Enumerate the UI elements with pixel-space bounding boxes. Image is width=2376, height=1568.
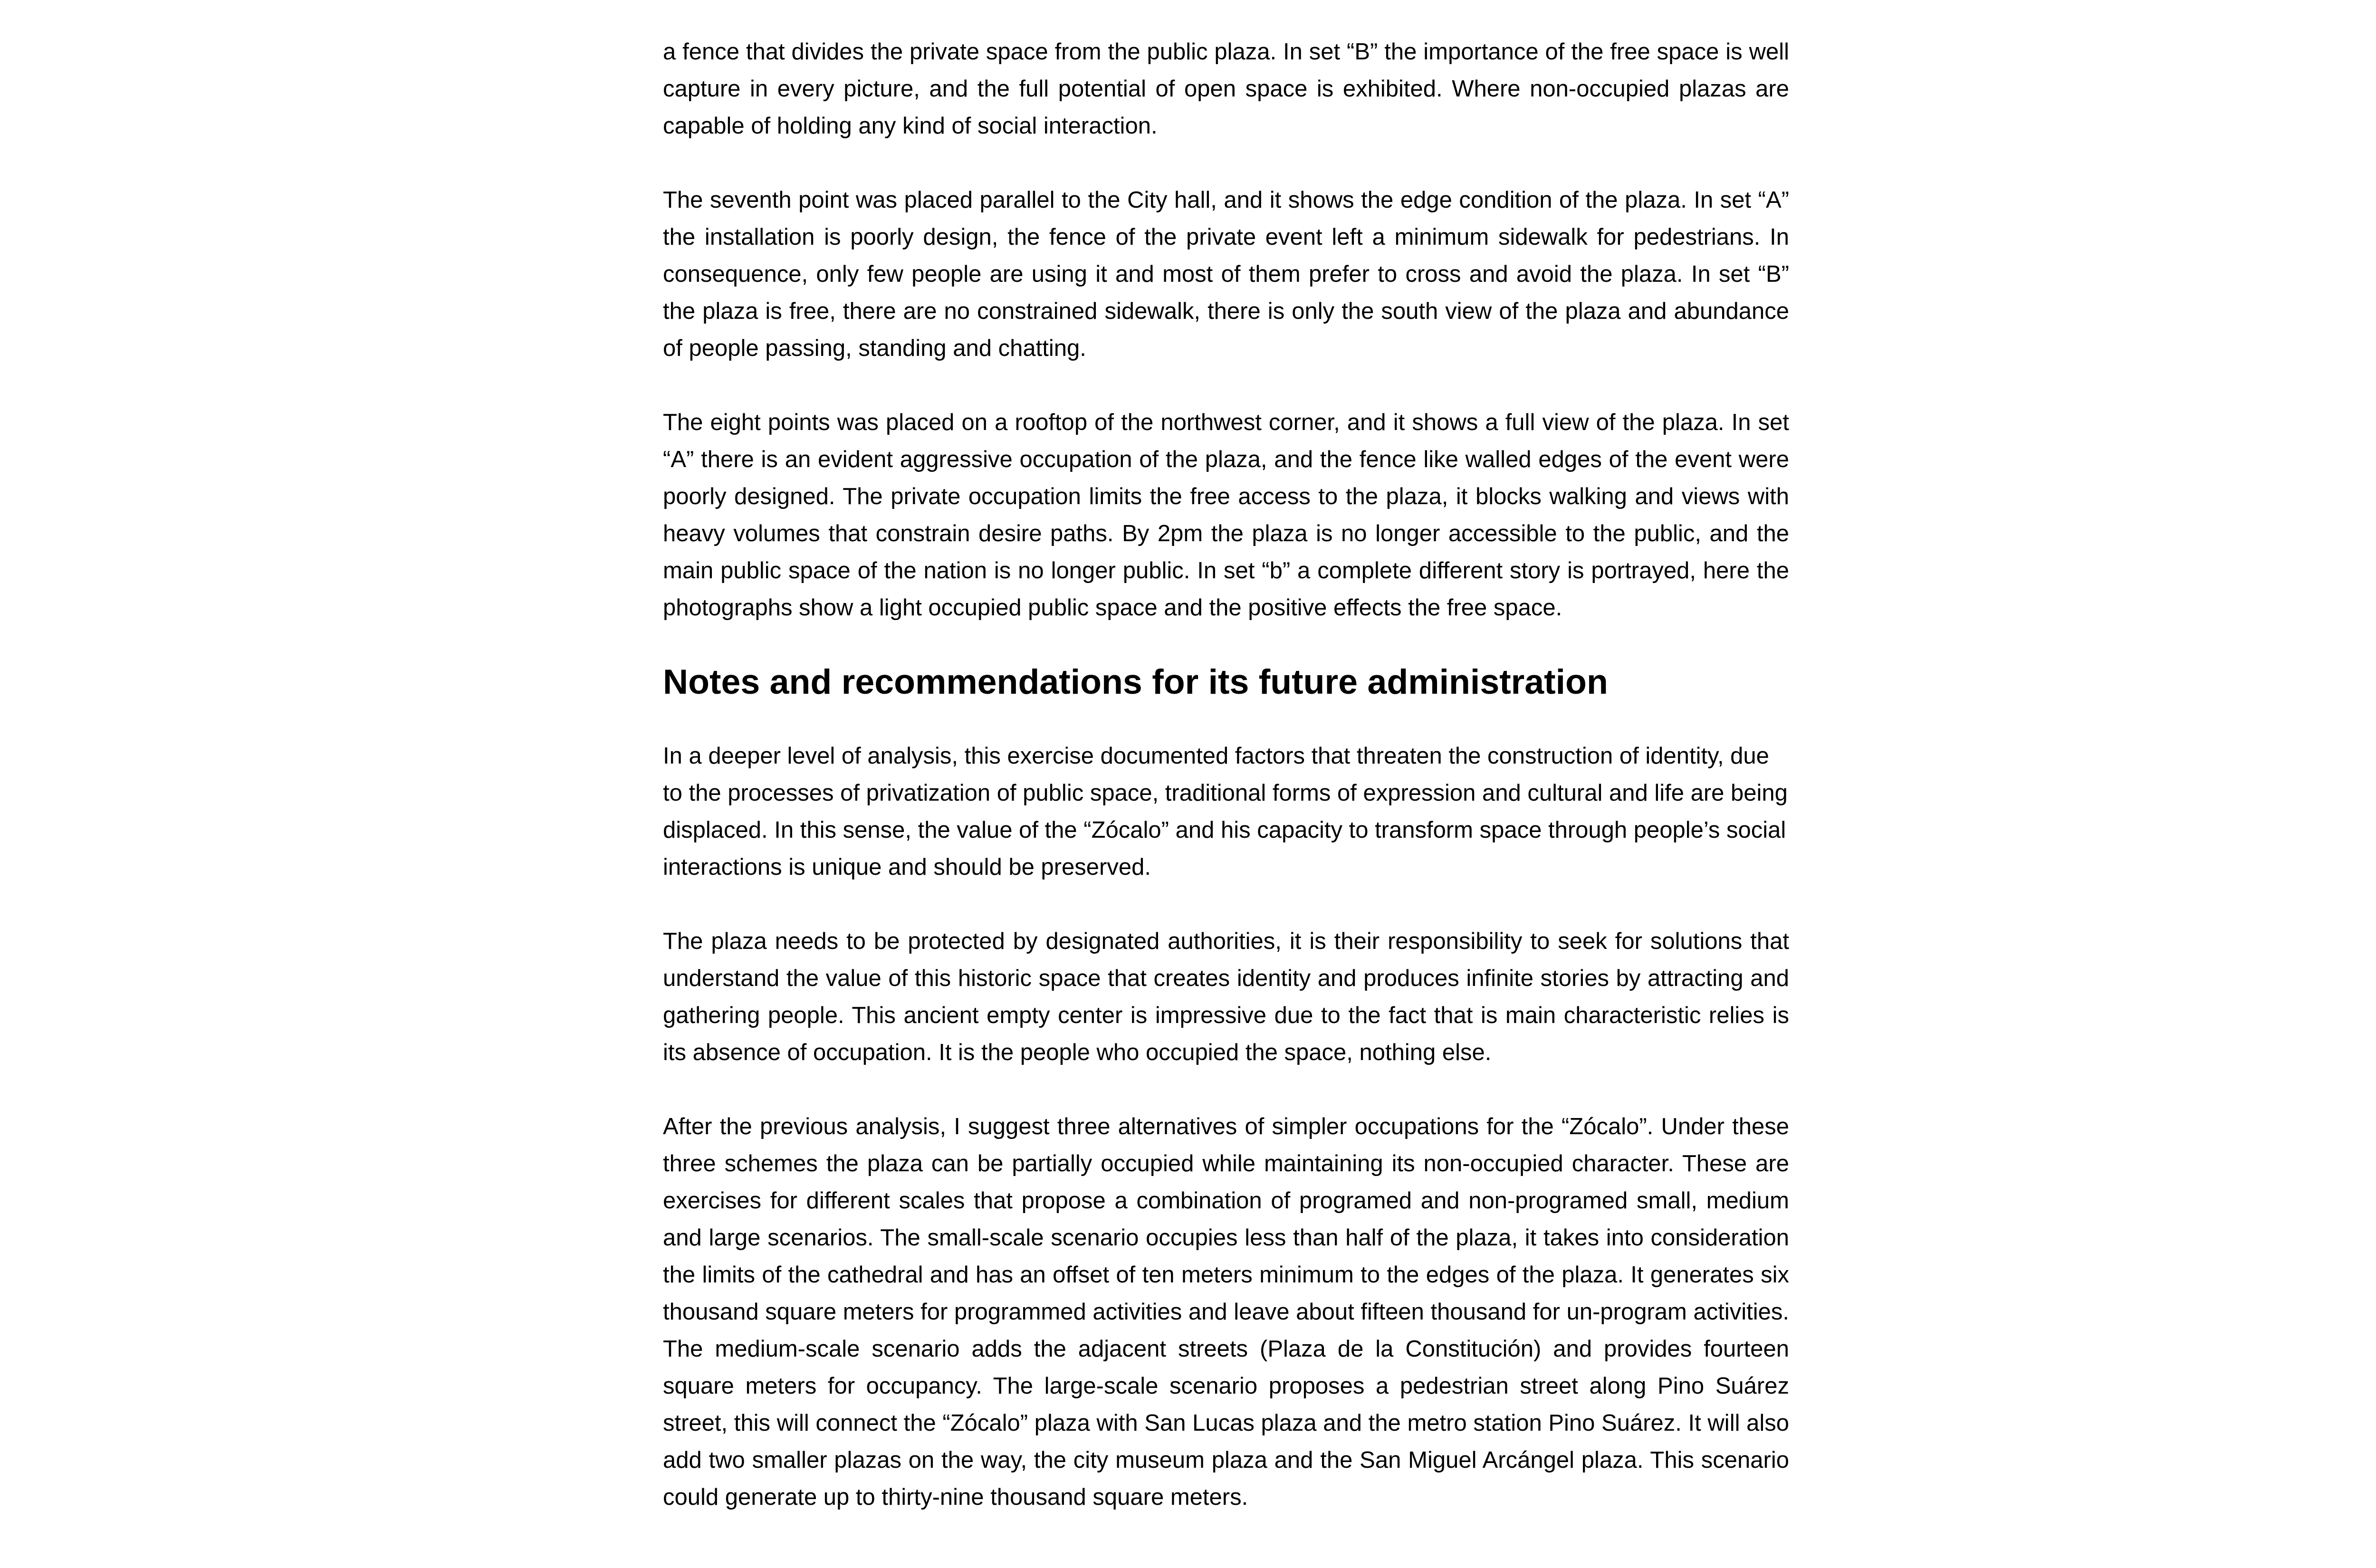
paragraph-eighth-point: The eight points was placed on a rooftop of the northwest corner, and it shows a full view of the plaza. In set “A” there is an evident aggressive occupation of the plaza, and the fence like walled edges of the event were poorly designed. The private occupation limits the free access to the plaza, it blocks walking and views with heavy volumes that constrain desire paths. By 2pm the plaza is no longer accessible to the public, and the main public space of the nation is no longer public. In set “b” a complete different story is portrayed, here the photographs show a light occupied public space and the positive effects the free space. <box>663 410 1789 621</box>
document-page <box>663 33 1789 1553</box>
section-heading: Notes and recommendations for its future administration <box>663 662 1608 701</box>
paragraph-deeper-analysis: In a deeper level of analysis, this exercise documented factors that threaten the construction of identity, due to the processes of privatization of public space, traditional forms of expression and cultural and life are being displaced. In this sense, the value of the “Zócalo” and his capacity to transform space through people’s social interactions is unique and should be preserved. <box>663 743 1788 880</box>
paragraph-three-alternatives: After the previous analysis, I suggest three alternatives of simpler occupations for the “Zócalo”. Under these three schemes the plaza can be partially occupied while maintaining its non-occupied character. These are exercises for different scales that propose a combination of programed and non-programed small, medium and large scenarios. The small-scale scenario occupies less than half of the plaza, it takes into consideration the limits of the cathedral and has an offset of ten meters minimum to the edges of the plaza. It generates six thousand square meters for programmed activities and leave about fifteen thousand for un-program activities. The medium-scale scenario adds the adjacent streets (Plaza de la Constitución) and provides fourteen square meters for occupancy. The large-scale scenario proposes a pedestrian street along Pino Suárez street, this will connect the “Zócalo” plaza with San Lucas plaza and the metro station Pino Suárez. It will also add two smaller plazas on the way, the city museum plaza and the San Miguel Arcángel plaza. This scenario could generate up to thirty-nine thousand square meters. <box>663 1114 1789 1510</box>
paragraph-fence-set-b: a fence that divides the private space from the public plaza. In set “B” the importance of the free space is well capture in every picture, and the full potential of open space is exhibited. Where non-occupied plazas are capable of holding any kind of social interaction. <box>663 39 1789 139</box>
paragraph-plaza-protection: The plaza needs to be protected by designated authorities, it is their responsibility to seek for solutions that understand the value of this historic space that creates identity and produces infinite stories by attracting and gathering people. This ancient empty center is impressive due to the fact that is main characteristic relies is its absence of occupation. It is the people who occupied the space, nothing else. <box>663 928 1789 1065</box>
paragraph-seventh-point: The seventh point was placed parallel to the City hall, and it shows the edge condition of the plaza. In set “A” the installation is poorly design, the fence of the private event left a minimum sidewalk for pedestrians. In consequence, only few people are using it and most of them prefer to cross and avoid the plaza. In set “B” the plaza is free, there are no constrained sidewalk, there is only the south view of the plaza and abundance of people passing, standing and chatting. <box>663 187 1789 361</box>
